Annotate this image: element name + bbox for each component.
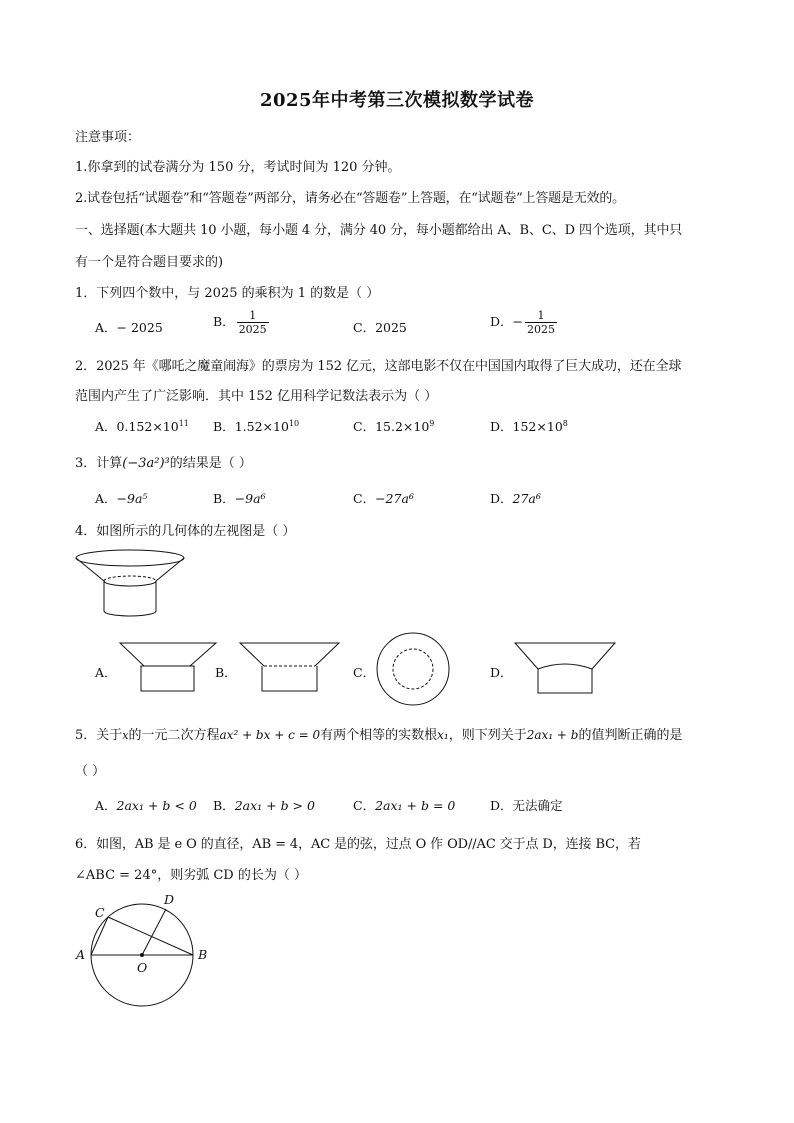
q3-c-label: C． bbox=[353, 491, 376, 506]
q2-option-d bbox=[490, 417, 568, 435]
notice-item-2: 2.试卷包括“试题卷”和“答题卷”两部分，请务必在“答题卷”上答题，在“试题卷”上答题是无效的。 bbox=[75, 191, 625, 206]
q5-a-label: A． bbox=[95, 798, 117, 813]
q1-option-b bbox=[213, 309, 269, 336]
a-trapezoid bbox=[120, 643, 216, 666]
q5-option-d bbox=[490, 796, 563, 814]
q5-mid3: ，则下列关于 bbox=[448, 728, 527, 743]
q6-stem-line-1: 6．如图，AB 是 e O 的直径，AB = 4，AC 是的弦，过点 O 作 OD//AC 交于点 D，连接 BC，若 bbox=[75, 837, 641, 852]
q3-c-text: −27a⁶ bbox=[375, 491, 414, 506]
q6-chord-bc bbox=[108, 917, 193, 955]
q3-option-c bbox=[353, 489, 414, 507]
q3-option-d bbox=[490, 489, 541, 507]
q2-d-label: D． bbox=[490, 419, 513, 434]
q1-a-text: − 2025 bbox=[116, 320, 163, 335]
q1-stem: 1．下列四个数中，与 2025 的乘积为 1 的数是（ ） bbox=[75, 286, 380, 301]
notice-heading: 注意事项： bbox=[75, 130, 141, 145]
q2-c-exponent: 9 bbox=[429, 418, 435, 428]
d-curved-trapezoid bbox=[515, 643, 615, 669]
q5-option-c bbox=[353, 796, 455, 814]
q2-stem-line-1: 2．2025 年《哪吒之魔童闹海》的票房为 152 亿元，这部电影不仅在中国国内取得了巨大成功，还在全球 bbox=[75, 359, 682, 374]
solid-right-slant bbox=[156, 558, 184, 581]
q5-mid2: 有两个相等的实数根 bbox=[320, 728, 438, 743]
q1-option-c bbox=[353, 318, 407, 336]
q4-option-b-figure bbox=[238, 641, 341, 693]
solid-mid-back-arc bbox=[104, 576, 156, 581]
q1-option-a bbox=[95, 318, 163, 336]
q2-option-c bbox=[353, 417, 434, 435]
q6-center-point bbox=[140, 953, 144, 957]
q2-a-base: 0.152×10 bbox=[116, 419, 179, 434]
b-rectangle bbox=[262, 666, 317, 691]
q5-equation: ax² + bx + c = 0 bbox=[219, 728, 321, 742]
c-outer-circle bbox=[377, 633, 449, 705]
q3-a-label: A． bbox=[95, 491, 117, 506]
q5-option-a bbox=[95, 796, 197, 814]
q5-stem-line-2: （ ） bbox=[75, 764, 106, 779]
q1-b-fraction bbox=[237, 309, 269, 336]
a-rectangle bbox=[141, 666, 194, 691]
q3-option-b bbox=[213, 489, 266, 507]
page-title: 2025年中考第三次模拟数学试卷 bbox=[259, 90, 535, 111]
q1-d-numerator: 1 bbox=[537, 309, 545, 322]
solid-mid-front-arc bbox=[104, 581, 156, 586]
q5-b-text: 2ax₁ + b > 0 bbox=[234, 798, 315, 813]
q2-c-base: 15.2×10 bbox=[375, 419, 430, 434]
q6-label-a: A bbox=[76, 947, 86, 962]
q2-option-b bbox=[213, 417, 299, 435]
q4-option-b-label: B． bbox=[215, 665, 237, 680]
q6-label-b: B bbox=[198, 947, 208, 962]
q5-c-text: 2ax₁ + b = 0 bbox=[375, 798, 456, 813]
q3-stem bbox=[75, 452, 252, 471]
q3-b-text: −9a⁶ bbox=[234, 491, 266, 506]
q5-d-label: D． bbox=[490, 798, 513, 813]
d-rectangle bbox=[538, 669, 592, 693]
q6-segment-od bbox=[142, 909, 166, 955]
q4-option-c-label: C． bbox=[353, 665, 376, 680]
q4-option-d-label: D． bbox=[490, 665, 513, 680]
q4-stem: 4．如图所示的几何体的左视图是（ ） bbox=[75, 524, 296, 539]
solid-bottom-arc bbox=[104, 611, 156, 616]
q5-stem-line-1 bbox=[75, 724, 682, 743]
q3-d-label: D． bbox=[490, 491, 513, 506]
q2-b-exponent: 10 bbox=[288, 418, 300, 428]
q3-d-text: 27a⁶ bbox=[512, 491, 541, 506]
q5-root: x₁ bbox=[437, 728, 449, 742]
solid-left-slant bbox=[76, 558, 104, 581]
q2-option-a bbox=[95, 417, 189, 435]
q5-b-label: B． bbox=[213, 798, 235, 813]
q3-stem-pre: 3．计算 bbox=[75, 456, 123, 471]
q4-option-a-figure bbox=[118, 641, 218, 693]
q6-label-c: C bbox=[95, 905, 105, 920]
q4-option-d-figure bbox=[513, 641, 617, 695]
q1-d-sign: − bbox=[512, 314, 524, 329]
q5-d-text: 无法确定 bbox=[512, 798, 563, 813]
q5-mid: 的一元二次方程 bbox=[128, 728, 220, 743]
q6-chord-ac bbox=[91, 917, 108, 955]
c-inner-dashed-circle bbox=[393, 649, 433, 689]
q1-b-denominator: 2025 bbox=[238, 323, 267, 336]
q3-option-a bbox=[95, 489, 147, 507]
q5-a-text: 2ax₁ + b < 0 bbox=[116, 798, 197, 813]
q2-a-label: A． bbox=[95, 419, 117, 434]
q1-c-text: 2025 bbox=[375, 320, 407, 335]
q6-circle-figure bbox=[89, 904, 199, 1008]
q6-label-o: O bbox=[137, 960, 148, 975]
q2-b-label: B． bbox=[213, 419, 235, 434]
q1-c-label: C． bbox=[353, 320, 376, 335]
q4-option-c-figure bbox=[375, 631, 451, 707]
q1-a-label: A． bbox=[95, 320, 117, 335]
q1-d-denominator: 2025 bbox=[527, 323, 556, 336]
q5-c-label: C． bbox=[353, 798, 376, 813]
q5-expression: 2ax₁ + b bbox=[526, 728, 579, 742]
q2-b-base: 1.52×10 bbox=[234, 419, 289, 434]
b-trapezoid bbox=[240, 643, 339, 666]
q6-stem-line-2: ∠ABC = 24°，则劣弧 CD 的长为（ ） bbox=[75, 868, 307, 883]
q3-a-text: −9a⁵ bbox=[116, 491, 148, 506]
q3-b-label: B． bbox=[213, 491, 235, 506]
section-heading-line-2: 有一个是符合题目要求的) bbox=[75, 255, 224, 270]
solid-top-ellipse bbox=[76, 550, 184, 566]
q1-b-label: B． bbox=[213, 314, 235, 329]
notice-item-1: 1.你拿到的试卷满分为 150 分，考试时间为 120 分钟。 bbox=[75, 160, 401, 175]
q4-solid-figure bbox=[74, 548, 194, 622]
q1-d-fraction bbox=[525, 309, 557, 336]
q5-pre: 5．关于 bbox=[75, 728, 123, 743]
q3-expression: (−3a²)³ bbox=[122, 456, 170, 471]
q3-stem-post: 的结果是（ ） bbox=[169, 456, 252, 471]
section-heading-line-1: 一、选择题(本大题共 10 小题，每小题 4 分，满分 40 分，每小题都给出 A、B、C、D 四个选项，其中只 bbox=[75, 223, 683, 238]
q2-stem-line-2: 范围内产生了广泛影响．其中 152 亿用科学记数法表示为（ ） bbox=[75, 389, 438, 404]
q2-d-base: 152×10 bbox=[512, 419, 563, 434]
q1-option-d bbox=[490, 309, 557, 336]
q6-label-d: D bbox=[164, 892, 175, 907]
q5-post: 的值判断正确的是 bbox=[578, 728, 683, 743]
q4-option-a-label: A． bbox=[95, 665, 117, 680]
q2-a-exponent: 11 bbox=[178, 418, 189, 428]
q2-c-label: C． bbox=[353, 419, 376, 434]
q2-d-exponent: 8 bbox=[562, 418, 568, 428]
q5-option-b bbox=[213, 796, 315, 814]
q5-var-x: x bbox=[122, 729, 129, 742]
q1-b-numerator: 1 bbox=[249, 309, 257, 322]
q1-d-label: D． bbox=[490, 314, 513, 329]
